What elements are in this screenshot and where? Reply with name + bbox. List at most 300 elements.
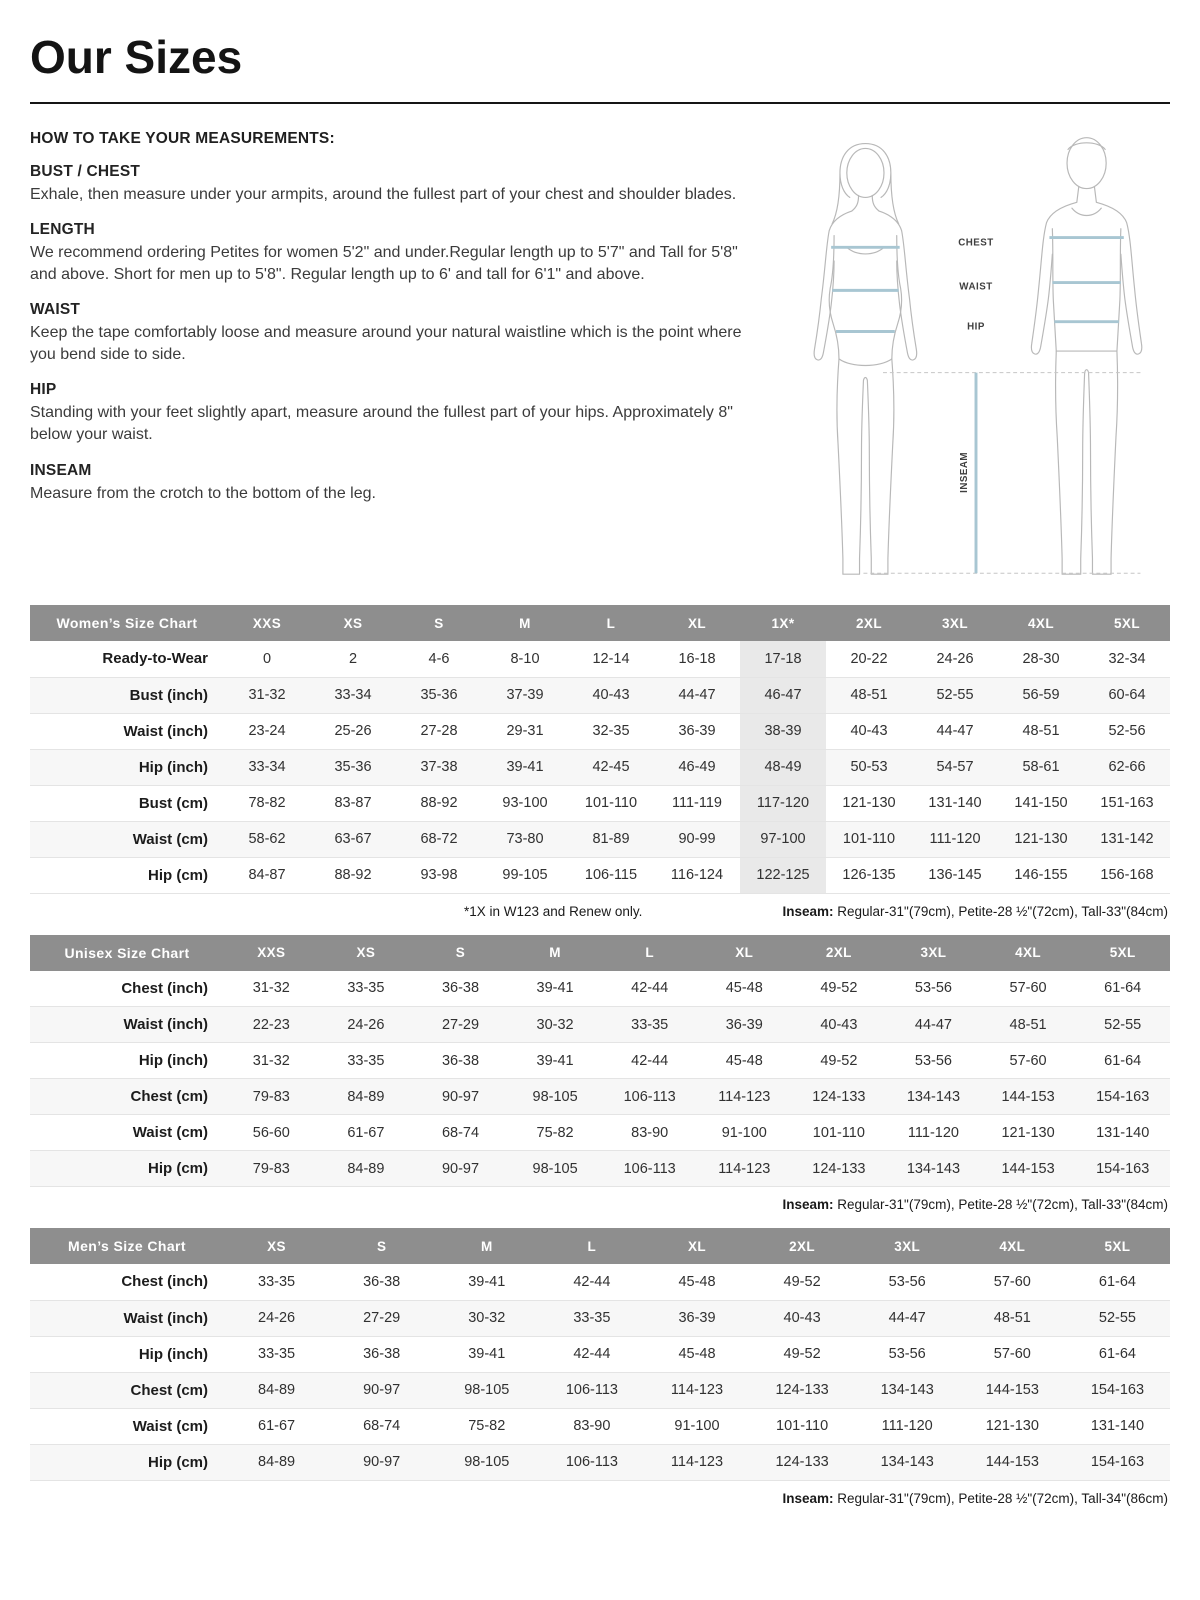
inseam-footnote-text: Regular-31"(79cm), Petite-28 ½"(72cm), Tall-33"(84cm) <box>833 1197 1168 1212</box>
size-cell: 90-97 <box>441 1160 480 1177</box>
size-cell: 49-52 <box>783 1346 821 1362</box>
row-label: Waist (inch) <box>123 1309 208 1327</box>
size-column-header: XXS <box>224 605 310 641</box>
size-cell: 114-123 <box>718 1088 771 1105</box>
size-cell: 45-48 <box>725 980 763 997</box>
size-column-header: XS <box>310 605 396 641</box>
unisex-size-chart <box>30 935 1170 1213</box>
size-cell: 111-119 <box>672 795 722 811</box>
one-x-footnote: *1X in W123 and Renew only. <box>464 903 643 919</box>
size-cell: 52-56 <box>1108 723 1146 739</box>
size-cell: 90-97 <box>441 1088 480 1105</box>
size-cell: 88-92 <box>334 867 372 883</box>
title-divider <box>30 102 1170 104</box>
size-cell: 53-56 <box>888 1273 926 1290</box>
size-cell: 134-143 <box>906 1160 961 1177</box>
section-title-waist: WAIST <box>30 301 81 319</box>
size-cell: 114-123 <box>670 1382 724 1398</box>
section-title-length: LENGTH <box>30 221 95 239</box>
table-row <box>30 785 1170 821</box>
size-cell: 50-53 <box>850 759 888 775</box>
size-cell: 122-125 <box>740 857 826 893</box>
size-cell: 58-61 <box>1022 759 1060 775</box>
row-label: Waist (cm) <box>132 1124 208 1141</box>
instructions-heading: HOW TO TAKE YOUR MEASUREMENTS: <box>30 130 335 147</box>
size-cell: 61-67 <box>347 1124 385 1141</box>
size-cell: 42-44 <box>631 1052 669 1069</box>
table-row <box>30 641 1170 677</box>
table-row <box>30 713 1170 749</box>
row-label: Hip (inch) <box>138 1052 208 1069</box>
size-cell: 91-100 <box>721 1124 767 1141</box>
size-cell: 48-51 <box>993 1310 1031 1326</box>
size-cell: 93-100 <box>502 795 548 811</box>
size-cell: 84-87 <box>248 867 286 883</box>
size-cell: 131-140 <box>1090 1418 1145 1434</box>
mens-size-chart <box>30 1228 1170 1506</box>
row-label: Hip (cm) <box>148 1453 208 1471</box>
size-cell: 146-155 <box>1014 867 1068 883</box>
table-row <box>30 1336 1170 1372</box>
inseam-footnote-text: Regular-31"(79cm), Petite-28 ½"(72cm), Tall-33"(84cm) <box>833 903 1168 919</box>
size-cell: 44-47 <box>914 1016 952 1033</box>
size-cell: 93-98 <box>420 867 458 883</box>
size-cell: 101-110 <box>842 831 896 847</box>
size-cell: 4-6 <box>428 650 450 667</box>
size-cell: 45-48 <box>678 1273 716 1290</box>
section-body-inseam: Measure from the crotch to the bottom of the leg. <box>30 484 376 502</box>
size-cell: 84-89 <box>258 1454 296 1470</box>
table-row <box>30 1372 1170 1408</box>
table-title: Unisex Size Chart <box>30 935 224 971</box>
size-cell: 40-43 <box>850 723 888 739</box>
female-figure <box>814 144 917 575</box>
size-cell: 84-89 <box>258 1382 296 1398</box>
size-cell: 57-60 <box>1009 980 1047 997</box>
section-body-length: We recommend ordering Petites for women 5'2" and under.Regular length up to 5'7" and Tall for 5'8" and above. Short for men up to 5'8". Regular length up to 6' and tall for 6'1" and above. <box>30 244 738 284</box>
hip-label: HIP <box>967 321 985 333</box>
size-cell: 33-34 <box>248 759 286 775</box>
table-title: Women’s Size Chart <box>30 605 224 641</box>
size-cell: 106-115 <box>584 867 638 883</box>
chest-label: CHEST <box>958 237 994 249</box>
size-cell: 101-110 <box>584 795 638 811</box>
size-cell: 27-29 <box>363 1310 401 1326</box>
size-cell: 61-64 <box>1104 980 1142 997</box>
size-cell: 48-49 <box>740 749 826 785</box>
inseam-label: INSEAM <box>959 451 971 493</box>
size-cell: 31-32 <box>252 980 290 997</box>
size-column-header: XL <box>654 605 740 641</box>
size-column-header: XS <box>224 1228 329 1264</box>
row-label: Ready-to-Wear <box>102 650 208 668</box>
size-cell: 17-18 <box>740 641 826 677</box>
inseam-footnote <box>782 1491 1168 1506</box>
size-cell: 126-135 <box>842 867 896 883</box>
size-column-header: S <box>413 935 508 971</box>
section-title-inseam: INSEAM <box>30 461 92 479</box>
size-cell: 131-142 <box>1100 831 1154 847</box>
size-cell: 56-59 <box>1022 687 1060 703</box>
size-cell: 40-43 <box>592 687 630 703</box>
size-cell: 33-35 <box>573 1310 611 1326</box>
size-column-header: 3XL <box>886 935 981 971</box>
male-figure <box>1031 138 1141 575</box>
row-label: Waist (inch) <box>123 722 208 740</box>
size-cell: 57-60 <box>993 1346 1031 1362</box>
size-cell: 36-38 <box>441 980 480 997</box>
table-header-row <box>30 935 1170 971</box>
size-cell: 36-38 <box>363 1346 401 1362</box>
size-cell: 23-24 <box>248 723 286 739</box>
size-cell: 35-36 <box>420 687 458 703</box>
size-cell: 75-82 <box>468 1418 506 1434</box>
size-cell: 39-41 <box>536 980 574 997</box>
size-cell: 151-163 <box>1100 795 1154 811</box>
size-cell: 98-105 <box>464 1454 510 1470</box>
size-cell: 46-47 <box>740 677 826 713</box>
size-cell: 39-41 <box>468 1273 506 1290</box>
size-column-header: S <box>329 1228 434 1264</box>
size-column-header: L <box>568 605 654 641</box>
womens-size-chart-table <box>30 605 1170 894</box>
size-cell: 53-56 <box>888 1346 926 1362</box>
size-cell: 33-35 <box>258 1346 296 1362</box>
row-label: Waist (cm) <box>132 830 208 848</box>
size-cell: 141-150 <box>1014 795 1068 811</box>
size-cell: 36-39 <box>725 1016 763 1033</box>
size-cell: 154-163 <box>1096 1088 1150 1105</box>
inseam-footnote-label: Inseam: <box>782 1490 834 1506</box>
size-cell: 32-34 <box>1108 650 1146 667</box>
size-cell: 57-60 <box>993 1273 1031 1290</box>
size-cell: 31-32 <box>248 687 286 703</box>
size-cell: 98-105 <box>464 1382 510 1398</box>
size-column-header: M <box>434 1228 539 1264</box>
size-cell: 16-18 <box>678 650 716 667</box>
table-row <box>30 821 1170 857</box>
size-cell: 33-35 <box>347 980 385 997</box>
size-cell: 45-48 <box>725 1052 763 1069</box>
size-cell: 39-41 <box>468 1346 506 1362</box>
size-cell: 111-120 <box>929 831 981 847</box>
size-cell: 24-26 <box>936 650 974 667</box>
size-cell: 98-105 <box>532 1160 578 1177</box>
size-cell: 124-133 <box>812 1088 866 1105</box>
table-row <box>30 857 1170 893</box>
size-cell: 33-34 <box>334 687 372 703</box>
size-cell: 61-64 <box>1098 1273 1136 1290</box>
size-cell: 97-100 <box>740 821 826 857</box>
size-cell: 53-56 <box>914 1052 952 1069</box>
size-column-header: 3XL <box>855 1228 960 1264</box>
size-cell: 48-51 <box>1022 723 1060 739</box>
size-column-header: XL <box>697 935 792 971</box>
size-cell: 62-66 <box>1108 759 1146 775</box>
size-cell: 84-89 <box>347 1160 385 1177</box>
table-header-row <box>30 605 1170 641</box>
size-column-header: 4XL <box>960 1228 1065 1264</box>
size-cell: 131-140 <box>928 795 982 811</box>
size-cell: 90-97 <box>363 1454 401 1470</box>
row-label: Waist (cm) <box>132 1417 208 1435</box>
size-cell: 36-39 <box>678 723 716 739</box>
size-cell: 60-64 <box>1108 687 1146 703</box>
size-cell: 61-64 <box>1098 1346 1136 1362</box>
size-cell: 121-130 <box>985 1418 1039 1434</box>
size-cell: 8-10 <box>510 650 540 667</box>
measurement-instructions <box>30 122 790 511</box>
size-cell: 57-60 <box>1009 1052 1047 1069</box>
table-header-row <box>30 1228 1170 1264</box>
size-cell: 37-38 <box>420 759 458 775</box>
size-cell: 90-97 <box>363 1382 401 1398</box>
inseam-footnote <box>782 1197 1168 1212</box>
table-row <box>30 1264 1170 1300</box>
size-cell: 144-153 <box>985 1382 1039 1398</box>
size-cell: 29-31 <box>506 723 544 739</box>
size-cell: 31-32 <box>252 1052 290 1069</box>
size-cell: 40-43 <box>820 1016 858 1033</box>
table-row <box>30 1043 1170 1079</box>
size-column-header: M <box>482 605 568 641</box>
size-column-header: 2XL <box>792 935 887 971</box>
size-column-header: 5XL <box>1065 1228 1170 1264</box>
row-label: Waist (inch) <box>123 1016 208 1033</box>
size-cell: 101-110 <box>776 1418 829 1434</box>
size-cell: 83-90 <box>573 1418 611 1434</box>
size-cell: 124-133 <box>812 1160 866 1177</box>
size-cell: 38-39 <box>740 713 826 749</box>
size-cell: 78-82 <box>248 795 286 811</box>
size-cell: 27-29 <box>441 1016 480 1033</box>
size-cell: 106-113 <box>623 1160 676 1177</box>
table-row <box>30 1151 1170 1187</box>
waist-label: WAIST <box>959 281 993 293</box>
size-cell: 68-74 <box>441 1124 480 1141</box>
row-label: Hip (inch) <box>138 1345 208 1363</box>
size-cell: 134-143 <box>880 1454 934 1470</box>
table-row <box>30 971 1170 1007</box>
table-row <box>30 1007 1170 1043</box>
size-column-header: L <box>539 1228 644 1264</box>
size-cell: 32-35 <box>592 723 630 739</box>
size-cell: 136-145 <box>928 867 982 883</box>
table-row <box>30 1300 1170 1336</box>
size-cell: 12-14 <box>592 650 630 667</box>
section-body-waist: Keep the tape comfortably loose and measure around your natural waistline which is the point where you bend side to side. <box>30 324 742 364</box>
size-cell: 116-124 <box>670 867 724 883</box>
size-cell: 63-67 <box>334 831 372 847</box>
size-cell: 24-26 <box>347 1016 385 1033</box>
mens-size-chart-table <box>30 1228 1170 1481</box>
size-cell: 53-56 <box>914 980 952 997</box>
size-cell: 56-60 <box>252 1124 290 1141</box>
size-cell: 111-120 <box>881 1418 933 1434</box>
row-label: Chest (cm) <box>130 1088 208 1105</box>
size-cell: 144-153 <box>985 1454 1039 1470</box>
size-cell: 134-143 <box>906 1088 961 1105</box>
size-cell: 39-41 <box>536 1052 574 1069</box>
page-title: Our Sizes <box>30 31 243 83</box>
table-row <box>30 1408 1170 1444</box>
size-cell: 45-48 <box>678 1346 716 1362</box>
inseam-footnote-label: Inseam: <box>782 1197 834 1212</box>
section-body-hip: Standing with your feet slightly apart, measure around the fullest part of your hips. Approximately 8" below your waist. <box>30 404 733 444</box>
size-cell: 48-51 <box>850 687 888 703</box>
measurement-diagram <box>790 124 1170 589</box>
size-cell: 20-22 <box>850 650 888 667</box>
size-cell: 98-105 <box>532 1088 578 1105</box>
section-title-bust-chest: BUST / CHEST <box>30 163 141 180</box>
measurements-section <box>30 122 1170 589</box>
size-cell: 111-120 <box>907 1124 959 1141</box>
size-cell: 28-30 <box>1022 650 1060 667</box>
table-row <box>30 1115 1170 1151</box>
size-cell: 144-153 <box>1001 1088 1055 1105</box>
size-cell: 35-36 <box>334 759 372 775</box>
size-cell: 121-130 <box>1014 831 1068 847</box>
size-cell: 68-74 <box>363 1418 401 1434</box>
size-cell: 58-62 <box>248 831 286 847</box>
size-cell: 114-123 <box>670 1454 724 1470</box>
size-cell: 54-57 <box>936 759 974 775</box>
size-cell: 121-130 <box>1001 1124 1055 1141</box>
size-cell: 49-52 <box>783 1273 821 1290</box>
size-cell: 2 <box>348 650 358 667</box>
size-cell: 79-83 <box>252 1088 290 1105</box>
size-cell: 83-87 <box>334 795 372 811</box>
size-cell: 131-140 <box>1096 1124 1150 1141</box>
size-cell: 48-51 <box>1009 1016 1047 1033</box>
size-cell: 22-23 <box>252 1016 290 1033</box>
size-cell: 81-89 <box>592 831 630 847</box>
size-cell: 33-35 <box>258 1273 296 1290</box>
size-column-header: XL <box>644 1228 749 1264</box>
row-label: Hip (inch) <box>138 758 208 776</box>
size-cell: 36-38 <box>363 1273 401 1290</box>
size-column-header: M <box>508 935 603 971</box>
size-column-header: S <box>396 605 482 641</box>
size-cell: 144-153 <box>1001 1160 1055 1177</box>
row-label: Chest (cm) <box>130 1381 208 1399</box>
row-label: Chest (inch) <box>121 1273 208 1291</box>
size-cell: 52-55 <box>936 687 974 703</box>
size-cell: 68-72 <box>420 831 458 847</box>
size-cell: 156-168 <box>1100 867 1154 883</box>
size-cell: 49-52 <box>820 980 858 997</box>
size-cell: 39-41 <box>506 759 544 775</box>
size-cell: 117-120 <box>740 785 826 821</box>
size-cell: 52-55 <box>1104 1016 1142 1033</box>
size-cell: 106-113 <box>623 1088 676 1105</box>
womens-size-chart <box>30 605 1170 919</box>
inseam-footnote <box>782 904 1168 919</box>
inseam-footnote-text: Regular-31"(79cm), Petite-28 ½"(72cm), Tall-34"(86cm) <box>833 1490 1168 1506</box>
size-column-header: 3XL <box>912 605 998 641</box>
size-cell: 79-83 <box>252 1160 290 1177</box>
size-cell: 101-110 <box>812 1124 865 1141</box>
row-label: Hip (cm) <box>148 866 208 884</box>
size-column-header: 2XL <box>750 1228 855 1264</box>
unisex-size-chart-table <box>30 935 1170 1188</box>
size-cell: 33-35 <box>631 1016 669 1033</box>
size-cell: 42-44 <box>573 1346 611 1362</box>
size-column-header: 4XL <box>998 605 1084 641</box>
inseam-footnote-label: Inseam: <box>782 903 834 919</box>
size-cell: 52-55 <box>1098 1310 1136 1326</box>
size-column-header: 5XL <box>1075 935 1170 971</box>
unisex-footnotes <box>32 1197 1168 1212</box>
size-cell: 90-99 <box>678 831 716 847</box>
table-row <box>30 749 1170 785</box>
size-cell: 91-100 <box>674 1418 720 1434</box>
womens-footnotes <box>32 904 1168 919</box>
table-row <box>30 1444 1170 1480</box>
table-title: Men’s Size Chart <box>30 1228 224 1264</box>
size-cell: 44-47 <box>888 1310 926 1326</box>
table-row <box>30 1079 1170 1115</box>
size-cell: 27-28 <box>420 723 458 739</box>
size-cell: 42-44 <box>631 980 669 997</box>
size-column-header: 5XL <box>1084 605 1170 641</box>
mens-footnotes <box>32 1491 1168 1506</box>
size-cell: 75-82 <box>536 1124 574 1141</box>
section-body-bust-chest: Exhale, then measure under your armpits, around the fullest part of your chest and shoulder blades. <box>30 186 737 203</box>
section-title-hip: HIP <box>30 381 57 399</box>
size-cell: 36-38 <box>441 1052 480 1069</box>
row-label: Bust (cm) <box>138 794 208 812</box>
size-cell: 106-113 <box>565 1382 618 1398</box>
male-measure-lines <box>1049 238 1123 322</box>
size-cell: 121-130 <box>842 795 896 811</box>
size-cell: 30-32 <box>468 1310 506 1326</box>
size-cell: 134-143 <box>880 1382 934 1398</box>
size-cell: 61-67 <box>258 1418 296 1434</box>
size-column-header: 2XL <box>826 605 912 641</box>
size-cell: 83-90 <box>631 1124 669 1141</box>
size-cell: 154-163 <box>1096 1160 1150 1177</box>
size-cell: 154-163 <box>1090 1382 1145 1398</box>
size-cell: 88-92 <box>420 795 458 811</box>
row-label: Bust (inch) <box>129 686 208 704</box>
size-cell: 42-45 <box>592 759 630 775</box>
size-cell: 84-89 <box>347 1088 385 1105</box>
size-cell: 37-39 <box>506 687 544 703</box>
size-cell: 46-49 <box>678 759 716 775</box>
size-cell: 73-80 <box>506 831 544 847</box>
size-cell: 61-64 <box>1104 1052 1142 1069</box>
size-cell: 44-47 <box>678 687 716 703</box>
size-cell: 106-113 <box>565 1454 618 1470</box>
size-column-header: 1X* <box>740 605 826 641</box>
size-column-header: XXS <box>224 935 319 971</box>
size-cell: 25-26 <box>334 723 372 739</box>
size-column-header: 4XL <box>981 935 1076 971</box>
size-cell: 30-32 <box>536 1016 574 1033</box>
body-figures-illustration <box>790 124 1162 584</box>
size-column-header: XS <box>319 935 414 971</box>
size-cell: 49-52 <box>820 1052 858 1069</box>
size-cell: 154-163 <box>1090 1454 1145 1470</box>
row-label: Chest (inch) <box>121 979 208 997</box>
row-label: Hip (cm) <box>148 1160 208 1177</box>
female-measure-lines <box>831 247 900 331</box>
size-cell: 36-39 <box>678 1310 716 1326</box>
size-cell: 40-43 <box>783 1310 821 1326</box>
size-column-header: L <box>602 935 697 971</box>
size-cell: 24-26 <box>258 1310 296 1326</box>
